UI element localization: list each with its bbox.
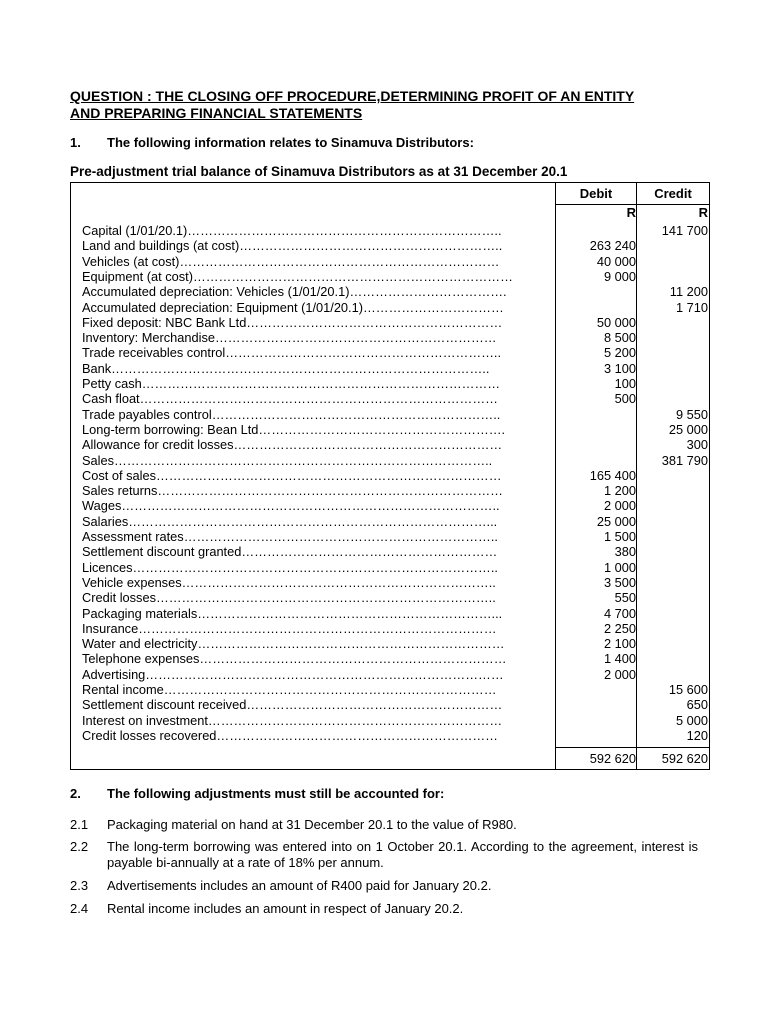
debit-amount: 100 <box>614 376 636 391</box>
account-name: Equipment (at cost)………………………………………………………………… <box>82 268 513 284</box>
adjustment-number: 2.4 <box>70 901 89 916</box>
section-2-number: 2. <box>70 786 81 801</box>
table-row <box>71 315 709 330</box>
table-row <box>71 254 709 269</box>
debit-amount: 1 200 <box>603 483 636 499</box>
account-name: Settlement discount granted…………………………………………………… <box>82 544 498 560</box>
debit-amount: 40 000 <box>596 253 636 269</box>
account-name: Trade receivables control……………………………………………………….. <box>82 345 502 361</box>
debit-amount: 1 500 <box>603 529 636 544</box>
credit-amount: 25 000 <box>668 421 708 437</box>
account-name: Cash float………………………………………………………………………… <box>82 391 498 407</box>
account-name: Insurance………………………………………………………………………… <box>82 620 497 636</box>
debit-amount: 550 <box>614 590 636 606</box>
table-row <box>71 376 709 391</box>
debit-amount: 500 <box>614 391 636 407</box>
total-credit: 592 620 <box>661 751 708 766</box>
account-name: Water and electricity……………………………………………………………… <box>82 636 505 652</box>
adjustment-text: Packaging material on hand at 31 December 20.1 to the value of R980. <box>107 817 517 832</box>
adjustment-text: Rental income includes an amount in respect of January 20.2. <box>107 901 464 916</box>
title-line-2: AND PREPARING FINANCIAL STATEMENTS <box>70 105 363 121</box>
credit-amount: 300 <box>686 437 708 453</box>
debit-amount: 50 000 <box>596 314 636 330</box>
credit-amount: 120 <box>686 727 708 743</box>
adjustment-number: 2.1 <box>70 817 89 832</box>
table-row <box>71 560 709 575</box>
debit-amount: 5 200 <box>603 345 636 361</box>
debit-amount: 1 400 <box>603 651 636 667</box>
table-row <box>71 238 709 253</box>
credit-currency: R <box>698 205 708 220</box>
table-row <box>71 437 709 452</box>
table-row <box>71 284 709 299</box>
account-name: Credit losses recovered………………………………………………………… <box>82 727 498 743</box>
debit-amount: 380 <box>614 544 636 560</box>
adjustment-text: The long-term borrowing was entered into on 1 October 20.1. According to the agreement, interest is payable bi-annually at a rate of 18% per annum. <box>107 839 698 870</box>
account-name: Cost of sales……………………………………………………………………… <box>82 467 502 483</box>
account-name: Land and buildings (at cost)…………………………………………………….. <box>82 238 503 254</box>
debit-amount: 9 000 <box>603 268 636 284</box>
account-name: Long-term borrowing: Bean Ltd…………………………………………………. <box>82 421 506 437</box>
table-row <box>71 422 709 437</box>
debit-amount: 2 000 <box>603 498 636 514</box>
total-debit: 592 620 <box>589 751 636 766</box>
section-1-heading <box>70 135 474 150</box>
debit-header: Debit <box>579 186 613 201</box>
table-row <box>71 345 709 360</box>
debit-amount: 8 500 <box>603 330 636 346</box>
question-title <box>70 88 710 122</box>
table-row <box>71 682 709 697</box>
credit-amount: 381 790 <box>661 452 708 468</box>
credit-amount: 1 710 <box>675 299 708 315</box>
table-row <box>71 590 709 605</box>
account-name: Sales returns……………………………………………………………………… <box>82 483 503 499</box>
adjustment-item <box>70 839 698 871</box>
debit-amount: 3 100 <box>603 360 636 376</box>
credit-amount: 650 <box>686 697 708 713</box>
adjustment-text: Advertisements includes an amount of R400 paid for January 20.2. <box>107 878 492 893</box>
table-row <box>71 514 709 529</box>
table-row <box>71 529 709 544</box>
table-row <box>71 621 709 636</box>
table-row <box>71 606 709 621</box>
table-row <box>71 300 709 315</box>
table-row <box>71 468 709 483</box>
debit-amount: 2 000 <box>603 666 636 682</box>
table-row <box>71 651 709 666</box>
section-2-text: The following adjustments must still be accounted for: <box>107 786 445 801</box>
account-name: Trade payables control………………………………………………………….. <box>82 406 501 422</box>
credit-amount: 9 550 <box>675 406 708 422</box>
table-row <box>71 330 709 345</box>
section-2-heading <box>70 786 444 801</box>
table-row <box>71 361 709 376</box>
account-name: Settlement discount received…………………………………………………… <box>82 697 503 713</box>
table-row <box>71 498 709 513</box>
account-name: Credit losses…………………………………………………………………….. <box>82 590 496 606</box>
account-name: Packaging materials……………………………………………………………... <box>82 605 503 621</box>
credit-amount: 15 600 <box>668 682 708 697</box>
account-name: Vehicle expenses……………………………………………………………….. <box>82 574 496 590</box>
account-name: Salaries…………………………………………………………………………... <box>82 513 498 529</box>
adjustment-item <box>70 901 698 917</box>
account-name: Wages…………………………………………………………………………….. <box>82 498 500 514</box>
account-name: Assessment rates……………………………………………………………….. <box>82 529 498 544</box>
title-line-1: QUESTION : THE CLOSING OFF PROCEDURE,DETERMINING PROFIT OF AN ENTITY <box>70 88 635 104</box>
account-name: Interest on investment…………………………………………………………… <box>82 712 503 728</box>
account-name: Licences………………………………………………………………………….. <box>82 559 498 575</box>
table-row <box>71 269 709 284</box>
debit-amount: 263 240 <box>589 238 636 254</box>
debit-amount: 165 400 <box>589 467 636 483</box>
table-row <box>71 483 709 498</box>
adjustment-item <box>70 878 698 894</box>
trial-balance-caption: Pre-adjustment trial balance of Sinamuva Distributors as at 31 December 20.1 <box>70 164 568 179</box>
table-row <box>71 544 709 559</box>
account-name: Fixed deposit: NBC Bank Ltd…………………………………………………… <box>82 314 503 330</box>
table-row <box>71 728 709 743</box>
debit-amount: 2 100 <box>603 636 636 652</box>
account-name: Petty cash………………………………………………………………………… <box>82 376 501 391</box>
account-name: Telephone expenses……………………………………………………………… <box>82 651 507 667</box>
credit-amount: 11 200 <box>669 284 708 300</box>
debit-amount: 1 000 <box>603 559 636 575</box>
section-1-number: 1. <box>70 135 81 150</box>
account-name: Vehicles (at cost)………………………………………………………………… <box>82 253 500 269</box>
account-name: Rental income…………………………………………………………………… <box>82 682 497 697</box>
table-row <box>71 223 709 238</box>
debit-amount: 25 000 <box>596 513 636 529</box>
credit-amount: 141 700 <box>661 223 708 238</box>
table-row <box>71 575 709 590</box>
table-row <box>71 697 709 712</box>
table-row <box>71 453 709 468</box>
credit-amount: 5 000 <box>675 712 708 728</box>
section-1-text: The following information relates to Sinamuva Distributors: <box>107 135 474 150</box>
account-name: Accumulated depreciation: Equipment (1/01/20.1)…………………………… <box>82 299 504 315</box>
table-row <box>71 636 709 651</box>
total-rule <box>555 747 709 748</box>
account-name: Advertising………………………………………………………………………… <box>82 666 504 682</box>
table-row <box>71 407 709 422</box>
table-row <box>71 713 709 728</box>
debit-amount: 3 500 <box>603 574 636 590</box>
debit-amount: 2 250 <box>603 620 636 636</box>
table-row <box>71 391 709 406</box>
debit-currency: R <box>626 205 636 220</box>
table-row <box>71 667 709 682</box>
account-name: Sales…………………………………………………………………………….. <box>82 452 493 468</box>
trial-balance-table <box>70 182 710 770</box>
account-name: Capital (1/01/20.1)……………………………………………………………….. <box>82 223 502 238</box>
adjustment-item <box>70 817 698 833</box>
account-name: Bank…………………………………………………………………………….. <box>82 360 490 376</box>
debit-amount: 4 700 <box>603 605 636 621</box>
adjustment-number: 2.2 <box>70 839 89 854</box>
credit-header: Credit <box>654 186 692 201</box>
adjustment-number: 2.3 <box>70 878 89 893</box>
account-name: Inventory: Merchandise………………………………………………………… <box>82 330 497 346</box>
account-name: Accumulated depreciation: Vehicles (1/01/20.1)………………………………. <box>82 284 507 300</box>
account-name: Allowance for credit losses……………………………………………………… <box>82 437 503 453</box>
